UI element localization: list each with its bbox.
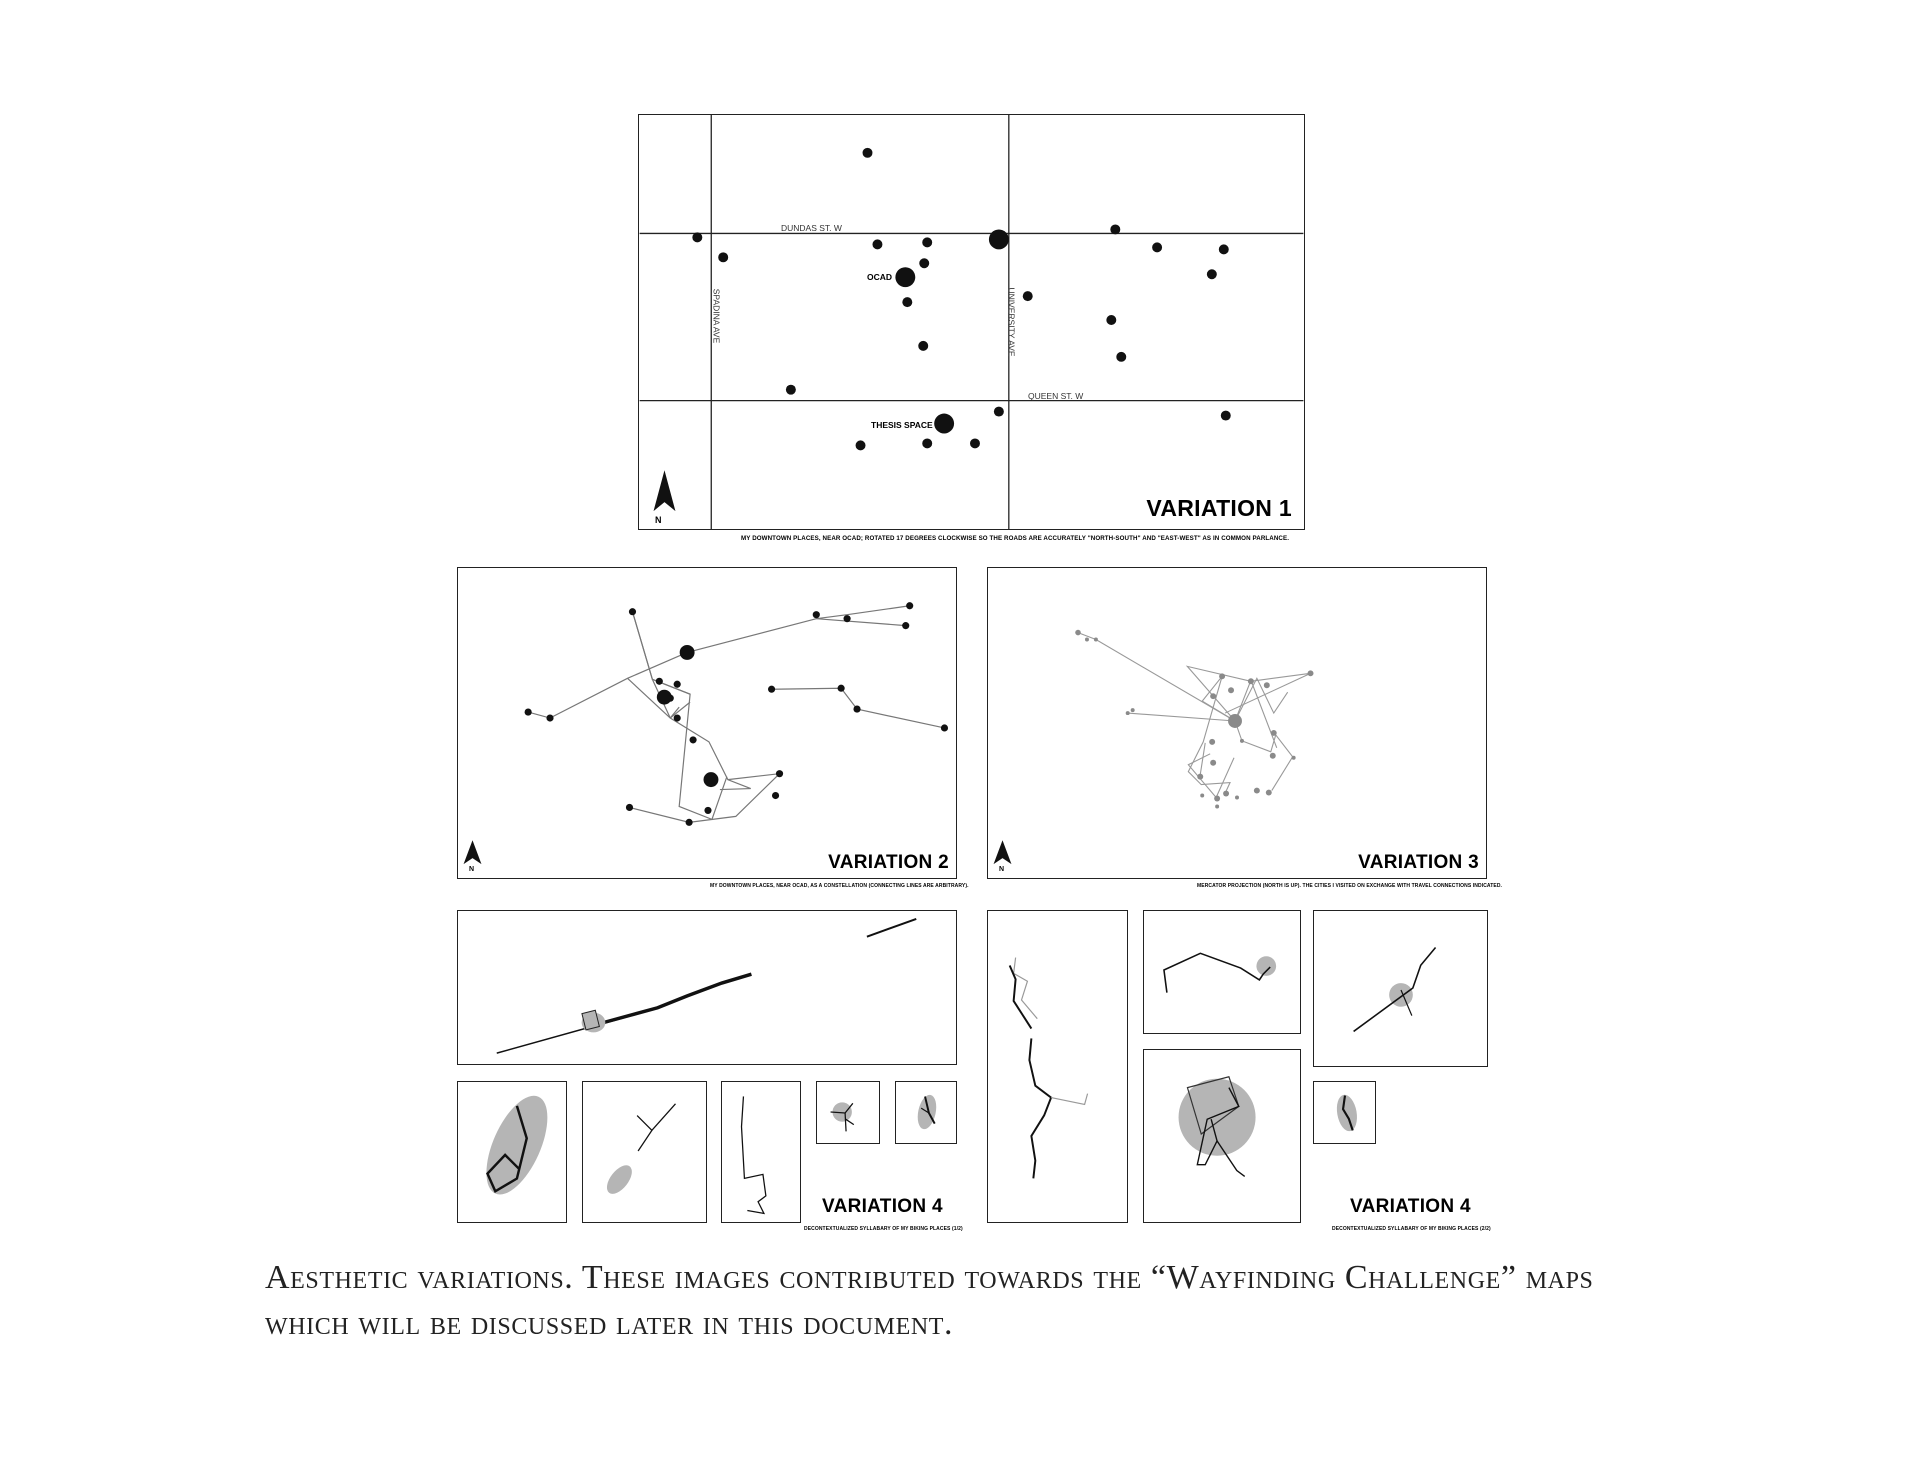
queen-road-label: QUEEN ST. W <box>1028 391 1084 401</box>
star-dot <box>838 685 845 692</box>
variation-4a-tile <box>582 1081 707 1223</box>
variation-4b-tile <box>1143 910 1301 1034</box>
star-dot <box>906 602 913 609</box>
star-dot <box>629 608 636 615</box>
variation-4b-title: VARIATION 4 <box>1350 1196 1471 1217</box>
variation-1-note: MY DOWNTOWN PLACES, NEAR OCAD; ROTATED 17 DEGREES CLOCKWISE SO THE ROADS ARE ACCURATELY "NORTH-SOUTH" AND "EAST-WEST" AS IN COMMON PARLANCE. <box>741 535 1290 542</box>
place-dot <box>994 407 1004 417</box>
star-dot <box>674 714 681 721</box>
variation-3-graphic <box>988 568 1486 878</box>
bike-route-graphic <box>896 1082 956 1143</box>
variation-2-note: MY DOWNTOWN PLACES, NEAR OCAD, AS A CONSTELLATION (CONNECTING LINES ARE ARBITRARY). <box>710 883 969 889</box>
variation-4a-title: VARIATION 4 <box>822 1196 943 1217</box>
place-dot <box>1152 242 1162 252</box>
place-dot <box>1023 291 1033 301</box>
thesis-space-label: THESIS SPACE <box>871 420 933 430</box>
place-dot <box>1219 244 1229 254</box>
bike-route-graphic <box>722 1082 800 1222</box>
variation-4b-tile <box>1143 1049 1301 1223</box>
variation-1-map <box>638 114 1305 530</box>
variation-3-title: VARIATION 3 <box>1358 852 1479 873</box>
north-label: N <box>999 866 1005 873</box>
variation-4a-tile-wide <box>457 910 957 1065</box>
bike-route-graphic <box>817 1082 879 1143</box>
place-dot <box>872 239 882 249</box>
place-dot <box>1221 411 1231 421</box>
variation-2-graphic <box>458 568 956 878</box>
place-dot <box>919 258 929 268</box>
star-dot-large <box>680 645 695 660</box>
figure-caption: Aesthetic variations. These images contributed towards the “Wayfinding Challenge” maps which will be discussed later in this document. <box>265 1259 1594 1342</box>
bike-route-graphic <box>1314 1082 1375 1143</box>
star-dot <box>674 681 681 688</box>
star-dot <box>776 770 783 777</box>
variation-2-map <box>457 567 957 879</box>
star-dot <box>844 615 851 622</box>
bike-route-graphic <box>458 911 956 1064</box>
place-dot <box>922 438 932 448</box>
star-dot <box>546 714 553 721</box>
variation-4b-note: DECONTEXTUALIZED SYLLABARY OF MY BIKING PLACES (2/2) <box>1332 1226 1491 1232</box>
star-dot <box>941 724 948 731</box>
star-dot <box>704 807 711 814</box>
ocad-dot <box>895 267 915 287</box>
north-label: N <box>469 866 475 873</box>
bike-route-graphic <box>583 1082 706 1222</box>
star-dot <box>686 819 693 826</box>
variation-4b-tile <box>1313 1081 1376 1144</box>
place-dot <box>922 237 932 247</box>
variation-4a-tile <box>895 1081 957 1144</box>
place-dot <box>863 148 873 158</box>
star-dot <box>902 622 909 629</box>
star-dot <box>656 678 663 685</box>
bike-route-graphic <box>458 1082 566 1222</box>
variation-4a-tile <box>721 1081 801 1223</box>
star-dot <box>853 706 860 713</box>
place-dot <box>718 252 728 262</box>
bike-route-graphic <box>1144 1050 1300 1222</box>
star-dot-large <box>657 690 672 705</box>
dundas-road-label: DUNDAS ST. W <box>781 223 842 233</box>
north-label: N <box>655 515 662 525</box>
variation-1-graphic <box>639 115 1304 529</box>
variation-4b-tile-tall <box>987 910 1128 1223</box>
star-dot <box>813 611 820 618</box>
place-dot <box>692 232 702 242</box>
star-dot <box>626 804 633 811</box>
variation-4b-tile <box>1313 910 1488 1067</box>
bike-route-graphic <box>1314 911 1487 1066</box>
north-arrow-icon <box>994 840 1012 864</box>
university-road-label: UNIVERSITY AVE <box>1006 287 1017 357</box>
star-dot <box>690 736 697 743</box>
star-dot-large <box>704 772 719 787</box>
place-dot <box>1116 352 1126 362</box>
place-dot-large <box>989 229 1009 249</box>
variation-1-title: VARIATION 1 <box>1146 495 1292 521</box>
place-dot <box>1110 224 1120 234</box>
place-dot <box>970 438 980 448</box>
variation-4a-tile <box>816 1081 880 1144</box>
ocad-label: OCAD <box>867 272 893 282</box>
place-dot <box>856 440 866 450</box>
variation-4a-tile <box>457 1081 567 1223</box>
star-dot <box>768 686 775 693</box>
north-arrow-icon <box>654 470 676 511</box>
place-dot <box>902 297 912 307</box>
variation-4a-note: DECONTEXTUALIZED SYLLABARY OF MY BIKING PLACES (1/2) <box>804 1226 963 1232</box>
variation-3-map <box>987 567 1487 879</box>
star-dot <box>772 792 779 799</box>
place-dot <box>1106 315 1116 325</box>
spadina-road-label: SPADINA AVE <box>711 288 722 344</box>
bike-route-graphic <box>1144 911 1300 1033</box>
north-arrow-icon <box>464 840 482 864</box>
bike-route-graphic <box>988 911 1127 1222</box>
variation-3-note: MERCATOR PROJECTION (NORTH IS UP). THE CITIES I VISITED ON EXCHANGE WITH TRAVEL CONNECTIONS INDICATED. <box>1197 883 1503 889</box>
place-dot <box>1207 269 1217 279</box>
star-dot <box>525 708 532 715</box>
place-dot <box>918 341 928 351</box>
place-dot <box>786 385 796 395</box>
thesis-space-dot <box>934 414 954 434</box>
variation-2-title: VARIATION 2 <box>828 852 949 873</box>
